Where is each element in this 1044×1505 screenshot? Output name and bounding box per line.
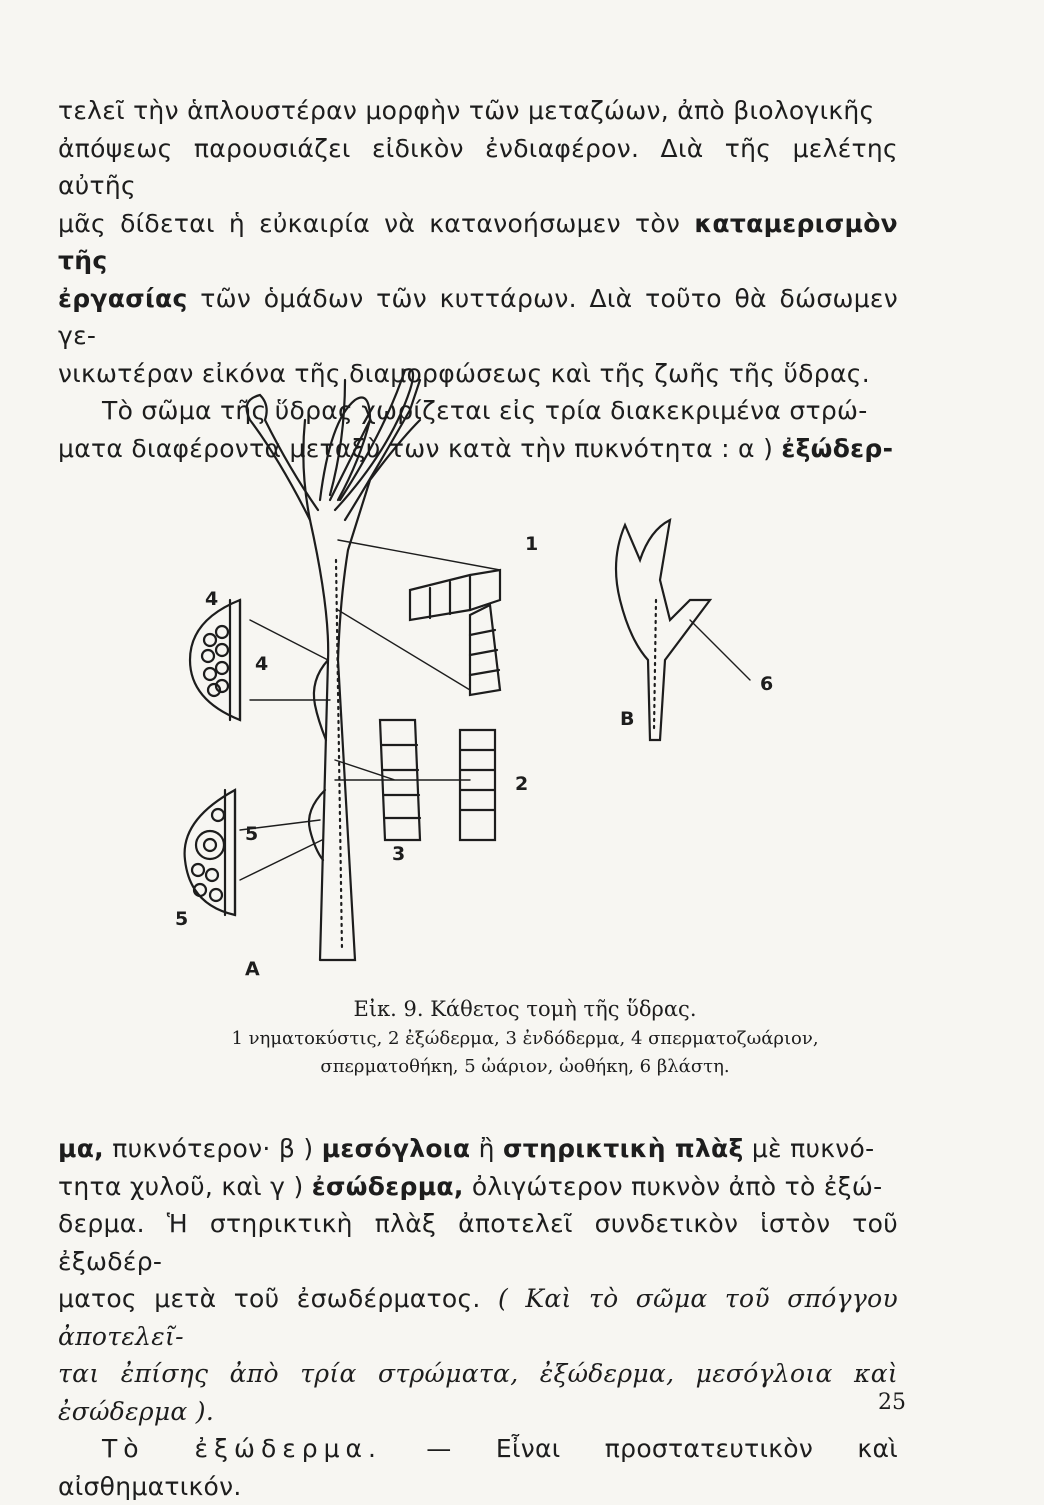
callout-3: 3 bbox=[392, 843, 406, 865]
text-line: ται ἐπίσης ἀπὸ τρία στρώματα, ἐξώδερμα, μεσόγλοια καὶ ἐσώδερμα ). bbox=[58, 1359, 898, 1426]
cell-row-2 bbox=[460, 730, 495, 840]
callout-6: 6 bbox=[760, 673, 774, 695]
text-line: τελεῖ τὴν ἁπλουστέραν μορφὴν τῶν μεταζώων, ἀπὸ βιολογικῆς bbox=[58, 96, 875, 125]
callout-1: 1 bbox=[525, 533, 539, 555]
text-line: Τὸ σῶμα τῆς ὕδρας χωρίζεται εἰς τρία διακεκριμένα στρώ- bbox=[102, 396, 868, 425]
callout-5a: 5 bbox=[245, 823, 259, 845]
figure-caption-title: Εἰκ. 9. Κάθετος τομὴ τῆς ὕδρας. bbox=[353, 997, 697, 1021]
testis-detail bbox=[190, 600, 240, 720]
text-line: ματα διαφέροντα μεταξὺ των κατὰ τὴν πυκνότητα : α ) ἐξώδερ- bbox=[58, 433, 894, 463]
callout-5b: 5 bbox=[175, 908, 189, 930]
term-supporting-plate: στηρικτικὴ πλὰξ bbox=[502, 1134, 744, 1163]
text-line: ματος μετὰ τοῦ ἐσωδέρματος. ( Καὶ τὸ σῶμα τοῦ σπόγγου ἀποτελεῖ- bbox=[58, 1284, 898, 1351]
text-line: ἀπόψεως παρουσιάζει εἰδικὸν ἐνδιαφέρον. Διὰ τῆς μελέτης αὐτῆς bbox=[58, 133, 898, 200]
term-work: ἐργασίας bbox=[58, 283, 188, 313]
text-line: δερμα. Ἡ στηρικτικὴ πλὰξ ἀποτελεῖ συνδετικὸν ἱστὸν τοῦ ἐξωδέρ- bbox=[58, 1209, 898, 1276]
hydra-budding-outline bbox=[616, 520, 710, 740]
text-line: μᾶς δίδεται ἡ εὐκαιρία νὰ κατανοήσωμεν τὸν καταμερισμὸν τῆς bbox=[58, 208, 898, 275]
callout-4b: 4 bbox=[255, 653, 269, 675]
part-label-a: Α bbox=[245, 958, 260, 980]
callout-2: 2 bbox=[515, 773, 529, 795]
cell-row-1 bbox=[410, 570, 500, 620]
term-division-of-labor: καταμερισμὸν τῆς bbox=[58, 208, 898, 275]
term-mesoglea: μεσόγλοια bbox=[321, 1134, 471, 1163]
term-endoderm: ἐσώδερμα, bbox=[311, 1171, 464, 1201]
section-heading: Τὸ ἐξώδερμα. bbox=[102, 1434, 382, 1463]
page-number: 25 bbox=[878, 1390, 906, 1415]
text-line: ἐργασίας τῶν ὁμάδων τῶν κυττάρων. Διὰ τοῦτο θὰ δώσωμεν γε- bbox=[58, 283, 898, 350]
bottom-paragraph bbox=[58, 1130, 898, 1505]
callout-4a: 4 bbox=[205, 588, 219, 610]
text-line: τητα χυλοῦ, καὶ γ ) ἐσώδερμα, ὀλιγώτερον πυκνὸν ἀπὸ τὸ ἐξώ- bbox=[58, 1171, 883, 1201]
figure-caption-line: σπερματοθήκη, 5 ὠάριον, ὠοθήκη, 6 βλάστη. bbox=[320, 1056, 730, 1077]
hydra-section-figure bbox=[170, 360, 820, 980]
term-ectoderm: ἐξώδερ- bbox=[781, 433, 894, 463]
text-line: νικωτέραν εἰκόνα τῆς διαμορφώσεως καὶ τῆς ζωῆς τῆς ὕδρας. bbox=[58, 358, 870, 388]
hydra-body-outline bbox=[303, 420, 420, 960]
text-line: μα, πυκνότερον· β ) μεσόγλοια ἢ στηρικτικὴ πλὰξ μὲ πυκνό- bbox=[58, 1134, 875, 1163]
text-line: Τὸ ἐξώδερμα. — Εἶναι προστατευτικὸν καὶ αἰσθηματικόν. bbox=[58, 1434, 898, 1501]
figure-caption-line: 1 νηματοκύστις, 2 ἐξώδερμα, 3 ἐνδόδερμα, 4 σπερματοζωάριον, bbox=[231, 1028, 819, 1049]
part-label-b: Β bbox=[620, 708, 635, 730]
